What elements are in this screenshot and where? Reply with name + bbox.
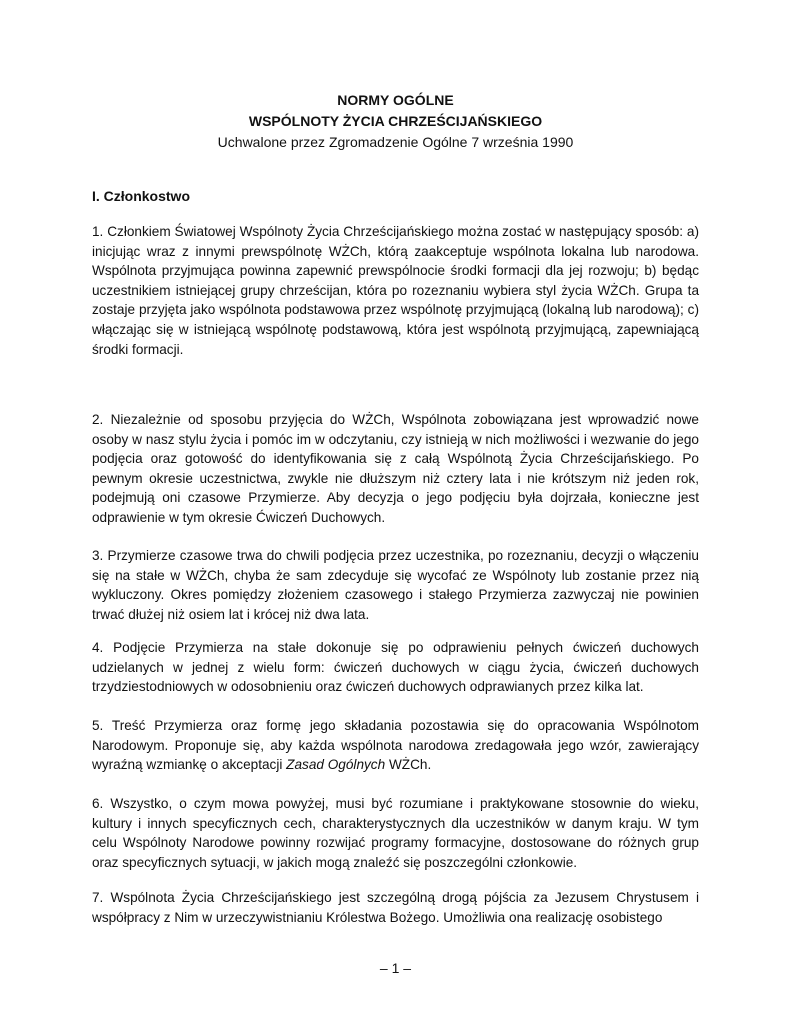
paragraph-2: 2. Niezależnie od sposobu przyjęcia do WŻCh, Wspólnota zobowiązana jest wprowadzić nowe osoby w nasz stylu życia i pomóc im w odczytaniu, czy istnieją w nich możliwości i wezwanie do jego podjęcia oraz gotowość do identyfikowania się z całą Wspólnotą Życia Chrześcijańskiego. Po pewnym okresie uczestnictwa, zwykle nie dłuższym niż cztery lata i nie krótszym niż jeden rok, podejmują oni czasowe Przymierze. Aby decyzja o jego podjęciu była dojrzała, konieczne jest odprawienie w tym okresie Ćwiczeń Duchowych. xyxy=(92,412,699,525)
title-line-1: NORMY OGÓLNE xyxy=(337,92,454,108)
paragraph-5 xyxy=(92,716,699,775)
paragraph-6: 6. Wszystko, o czym mowa powyżej, musi być rozumiane i praktykowane stosownie do wieku, kultury i innych specyficznych cech, charakterystycznych dla uczestników w danym kraju. W tym celu Wspólnoty Narodowe powinny rozwijać programy formacyjne, dostosowane do różnych grup oraz specyficznych sytuacji, w jakich mogą znaleźć się poszczególni członkowie. xyxy=(92,796,699,870)
title-line-2: WSPÓLNOTY ŻYCIA CHRZEŚCIJAŃSKIEGO xyxy=(248,113,543,129)
paragraph-1 xyxy=(92,222,699,359)
paragraph-3: 3. Przymierze czasowe trwa do chwili podjęcia przez uczestnika, po rozeznaniu, decyzji o włączeniu się na stałe w WŻCh, chyba że sam zdecyduje się wycofać ze Wspólnoty lub zostanie przez nią wykluczony. Okres pomiędzy złożeniem czasowego i stałego Przymierza zazwyczaj nie powinien trwać dłużej niż osiem lat i krócej niż dwa lata. xyxy=(92,548,699,622)
paragraph-1-item-b: b) będąc uczestnikiem istniejącej grupy chrześcijan, która po rozeznaniu wybiera styl życia WŻCh. Grupa ta zostaje przyjęta jako wspólnota podstawowa przez wspólnotę przyjmującą (lokalną lub narodową); xyxy=(92,263,700,318)
document-header xyxy=(92,90,699,153)
paragraph-1-intro: 1. Członkiem Światowej Wspólnoty Życia Chrześcijańskiego można zostać w następujący sposób: xyxy=(92,224,684,239)
paragraph-4: 4. Podjęcie Przymierza na stałe dokonuje się po odprawieniu pełnych ćwiczeń duchowych udzielanych w jednej z wielu form: ćwiczeń duchowych w ciągu życia, ćwiczeń duchowych trzydziestodniowych w odosobnieniu oraz ćwiczeń duchowych odprawianych przez kilka lat. xyxy=(92,640,699,695)
section-heading: I. Członkostwo xyxy=(92,188,190,204)
paragraph-1-item-a: a) inicjując wraz z innymi prewspólnotę WŻCh, którą zaakceptuje wspólnota lokalna lub narodowa. Wspólnota przyjmująca powinna zapewnić prewspólnocie środki formacji dla jej rozwoju; xyxy=(92,224,699,279)
paragraph-7: 7. Wspólnota Życia Chrześcijańskiego jest szczególną drogą pójścia za Jezusem Chrystusem i współpracy z Nim w urzeczywistnianiu Królestwa Bożego. Umożliwia ona realizację osobistego xyxy=(92,890,699,925)
paragraph-1-item-c: c) włączając się w istniejącą wspólnotę podstawową, która jest wspólnotą przyjmującą, zapewniającą środki formacji. xyxy=(92,302,699,357)
paragraph-5-end: WŻCh. xyxy=(385,757,432,773)
subtitle: Uchwalone przez Zgromadzenie Ogólne 7 września 1990 xyxy=(217,134,574,150)
paragraph-5-italic: Zasad Ogólnych xyxy=(286,757,386,773)
paragraph-5-text: 5. Treść Przymierza oraz formę jego składania pozostawia się do opracowania Wspólnotom Narodowym. Proponuje się, aby każda wspólnota narodowa zredagowała jego wzór, zawierający wyraźną wzmiankę o akceptacji xyxy=(92,718,699,773)
page-number: – 1 – xyxy=(379,960,412,976)
